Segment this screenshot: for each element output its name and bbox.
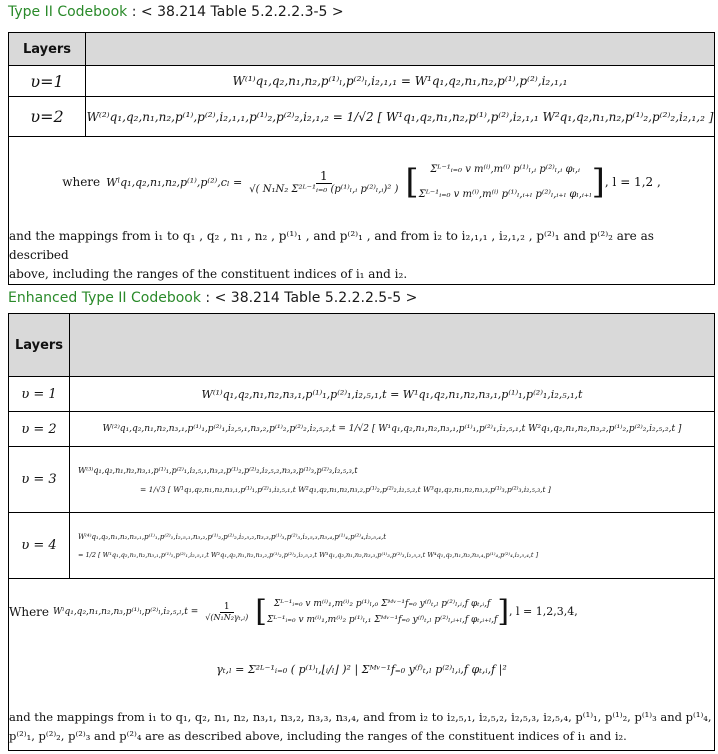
where-lhs: Wˡq₁,q₂,n₁,n₂,p⁽¹⁾,p⁽²⁾,cₗ = (106, 175, 243, 189)
formula-line-a: W⁽³⁾q₁,q₂,n₁,n₂,n₃,₁,p⁽¹⁾₁,p⁽²⁾₁,i₂,₅,₁,n₃,₂,p⁽¹⁾₂,p⁽²⁾₂,i₂,₅,₂,n₃,₃,p⁽¹⁾₃,p⁽²⁾₃,i₂,₅,₃,t (78, 465, 358, 475)
layer-label: υ=1 (9, 66, 86, 97)
mapping-line-2: above, including the ranges of the constituent indices of i₁ and i₂. (9, 267, 408, 281)
where-row (9, 579, 715, 751)
section1-title-ref: : < 38.214 Table 5.2.2.2.3-5 > (127, 4, 344, 20)
layers-header: Layers (9, 314, 70, 377)
table-row (9, 377, 715, 412)
mapping-text (9, 708, 714, 746)
where-equation: Where Wˡq₁,q₂,n₁,n₂,n₃,p⁽¹⁾ₗ,p⁽²⁾ₗ,i₂,₅,ₗ,t = $\frac{1}{\text{√(N₁N₂γₜ,ₗ)}}$ [ Σᴸ⁻¹ᵢ₌₀ v m⁽ⁱ⁾₁,m⁽ⁱ⁾₂ p⁽¹⁾ₗ,₀ Σᴹᵛ⁻¹f₌₀ y⁽ᶠ⁾ₜ,ₗ p⁽²⁾ₗ,ᵢ,f φₜ,ᵢ,f Σᴸ⁻¹ᵢ₌₀ v m⁽ⁱ⁾₁,m⁽ⁱ⁾₂ p⁽¹⁾ₗ,₁ Σᴹᵛ⁻¹f₌₀ y⁽ᶠ⁾ₜ,ₗ p⁽²⁾ₗ,ᵢ₊ₗ,f φₜ,ᵢ₊ₗ,f ] , l = 1,2,3,4, (9, 594, 578, 629)
mapping-line-1: and the mappings from i₁ to q₁, q₂, n₁, n₂, n₃,₁, n₃,₂, n₃,₃, n₃,₄, and from i₂ to i₂,₅,₁, i₂,₅,₂, i₂,₅,₃, i₂,₅,₄, p⁽¹⁾₁, p⁽¹⁾₂, p⁽¹⁾₃ and p⁽¹⁾₄, (9, 709, 712, 724)
formula-line-a: W⁽⁴⁾q₁,q₂,n₁,n₂,n₃,₁,p⁽¹⁾₁,p⁽²⁾₁,i₂,₅,₁,n₃,₂,p⁽¹⁾₂,p⁽²⁾₂,i₂,₅,₂,n₃,₃,p⁽¹⁾₃,p⁽²⁾₃,i₂,₅,₃,n₃,₄,p⁽¹⁾₄,p⁽²⁾₄,i₂,₅,₄,t (78, 532, 387, 541)
where-suffix: , l = 1,2,3,4, (509, 605, 578, 618)
section1-title (8, 4, 344, 20)
formula: W⁽²⁾q₁,q₂,n₁,n₂,n₃,₁,p⁽¹⁾₁,p⁽²⁾₁,i₂,₅,₁,n₃,₂,p⁽¹⁾₂,p⁽²⁾₂,i₂,₅,₂,t = 1/√2 [ W¹q₁,q₂,n₁,n₂,n₃,₁,p⁽¹⁾₁,p⁽²⁾₁,i₂,₅,₁,t W²q₁,q₂,n₁,n₂,n₃,₂,p⁽¹⁾₂,p⁽²⁾₂,i₂,₅,₂,t ] (70, 412, 715, 447)
section1-title-main: Type II Codebook (8, 4, 128, 20)
vector-bottom: Σᴸ⁻¹ᵢ₌₀ v m⁽ⁱ⁾₁,m⁽ⁱ⁾₂ p⁽¹⁾ₗ,₁ Σᴹᵛ⁻¹f₌₀ y⁽ᶠ⁾ₜ,ₗ p⁽²⁾ₗ,ᵢ₊ₗ,f φₜ,ᵢ₊ₗ,f (266, 614, 498, 625)
type2-codebook-table (8, 32, 715, 285)
gamma-equation: γₜ,ₗ = Σ²ᴸ⁻¹ᵢ₌₀ ( p⁽¹⁾ₗ,⌊ᵢ/ₗ⌋ )² | Σᴹᵛ⁻¹f₌₀ y⁽ᶠ⁾ₜ,ₗ p⁽²⁾ₗ,ᵢ,f φₜ,ᵢ,f |² (216, 662, 507, 676)
table-row (9, 447, 715, 513)
table-row (9, 513, 715, 579)
vector-bottom: Σᴸ⁻¹ᵢ₌₀ v m⁽ⁱ⁾,m⁽ⁱ⁾ p⁽¹⁾ₗ,ᵢ₊ₗ p⁽²⁾ₗ,ᵢ₊ₗ φₗ,ᵢ₊ₗ (418, 189, 592, 200)
where-lhs: Wˡq₁,q₂,n₁,n₂,n₃,p⁽¹⁾ₗ,p⁽²⁾ₗ,i₂,₅,ₗ,t = (53, 606, 199, 617)
where-suffix: , l = 1,2 , (604, 175, 661, 189)
formula: W⁽¹⁾q₁,q₂,n₁,n₂,n₃,₁,p⁽¹⁾₁,p⁽²⁾₁,i₂,₅,₁,t = W¹q₁,q₂,n₁,n₂,n₃,₁,p⁽¹⁾₁,p⁽²⁾₁,i₂,₅,₁,t (70, 377, 715, 412)
normalization-fraction: $\frac{1}{\text{√( N₁N₂ Σ²ᴸ⁻¹ᵢ₌₀ (p⁽¹⁾ₗ,ᵢ p⁽²⁾ₗ,ᵢ)² )}}$ (245, 169, 402, 195)
layer-label: υ = 2 (9, 412, 70, 447)
enhanced-type2-codebook-table (8, 313, 715, 751)
layers-header: Layers (9, 33, 86, 66)
layer-label: υ = 4 (9, 513, 70, 579)
formula-line-b: = 1/2 [ W¹q₁,q₂,n₁,n₂,n₃,₁,p⁽¹⁾₁,p⁽²⁾₁,i₂,₅,₁,t W²q₁,q₂,n₁,n₂,n₃,₂,p⁽¹⁾₂,p⁽²⁾₂,i₂,₅,₂,t W³q₁,q₂,n₁,n₂,n₃,₃,p⁽¹⁾₃,p⁽²⁾₃,i₂,₅,₃,t W⁴q₁,q₂,n₁,n₂,n₃,₄,p⁽¹⁾₄,p⁽²⁾₄,i₂,₅,₄,t ] (78, 550, 539, 559)
layer-label: υ=2 (9, 97, 86, 137)
section2-title (8, 290, 417, 306)
fraction-denominator: √( N₁N₂ Σ²ᴸ⁻¹ᵢ₌₀ (p⁽¹⁾ₗ,ᵢ p⁽²⁾ₗ,ᵢ)² ) (249, 184, 399, 195)
section2-title-ref: : < 38.214 Table 5.2.2.2.5-5 > (200, 290, 418, 306)
formula: W⁽²⁾q₁,q₂,n₁,n₂,p⁽¹⁾,p⁽²⁾,i₂,₁,₁,p⁽¹⁾₂,p⁽²⁾₂,i₂,₁,₂ = 1/√2 [ W¹q₁,q₂,n₁,n₂,p⁽¹⁾,p⁽²⁾,i₂,₁,₁ W²q₁,q₂,n₁,n₂,p⁽¹⁾₂,p⁽²⁾₂,i₂,₁,₂ ] (86, 97, 715, 137)
vector-matrix (419, 164, 592, 200)
vector-matrix (267, 599, 497, 625)
layer-label: υ = 1 (9, 377, 70, 412)
formula-line-b: = 1/√3 [ W¹q₁,q₂,n₁,n₂,n₃,₁,p⁽¹⁾₁,p⁽²⁾₁,i₂,₅,₁,t W²q₁,q₂,n₁,n₂,n₃,₂,p⁽¹⁾₂,p⁽²⁾₂,i₂,₅,₂,t W³q₁,q₂,n₁,n₂,n₃,₃,p⁽¹⁾₃,p⁽²⁾₃,i₂,₅,₃,t ] (140, 484, 551, 494)
layer-label: υ = 3 (9, 447, 70, 513)
table-row (9, 97, 715, 137)
vector-top: Σᴸ⁻¹ᵢ₌₀ v m⁽ⁱ⁾,m⁽ⁱ⁾ p⁽¹⁾ₗ,ᵢ p⁽²⁾ₗ,ᵢ φₗ,ᵢ (430, 164, 581, 175)
where-prefix: where (62, 175, 101, 189)
formula: W⁽¹⁾q₁,q₂,n₁,n₂,p⁽¹⁾ₗ,p⁽²⁾ₗ,i₂,₁,₁ = W¹q₁,q₂,n₁,n₂,p⁽¹⁾,p⁽²⁾,i₂,₁,₁ (86, 66, 715, 97)
vector-top: Σᴸ⁻¹ᵢ₌₀ v m⁽ⁱ⁾₁,m⁽ⁱ⁾₂ p⁽¹⁾ₗ,₀ Σᴹᵛ⁻¹f₌₀ y⁽ᶠ⁾ₜ,ₗ p⁽²⁾ₗ,ᵢ,f φₜ,ᵢ,f (273, 598, 491, 609)
mapping-line-1: and the mappings from i₁ to q₁ , q₂ , n₁ , n₂ , p⁽¹⁾₁ , and p⁽²⁾₁ , and from i₂ to i₂,₁,₁ , i₂,₁,₂ , p⁽²⁾₁ and p⁽²⁾₂ are as described (9, 229, 654, 262)
mapping-line-2: p⁽²⁾₁, p⁽²⁾₂, p⁽²⁾₃ and p⁽²⁾₄ are as described above, including the ranges of the constituent indices of i₁ and i₂. (9, 728, 627, 743)
normalization-fraction: $\frac{1}{\text{√(N₁N₂γₜ,ₗ)}}$ (205, 601, 249, 622)
where-equation: where Wˡq₁,q₂,n₁,n₂,p⁽¹⁾,p⁽²⁾,cₗ = $\frac{1}{\text{√( N₁N₂ Σ²ᴸ⁻¹ᵢ₌₀ (p⁽¹⁾ₗ,ᵢ p⁽²⁾ₗ,ᵢ)² )}}$ [ Σᴸ⁻¹ᵢ₌₀ v m⁽ⁱ⁾,m⁽ⁱ⁾ p⁽¹⁾ₗ,ᵢ p⁽²⁾ₗ,ᵢ φₗ,ᵢ Σᴸ⁻¹ᵢ₌₀ v m⁽ⁱ⁾,m⁽ⁱ⁾ p⁽¹⁾ₗ,ᵢ₊ₗ p⁽²⁾ₗ,ᵢ₊ₗ φₗ,ᵢ₊ₗ ] , l = 1,2 , (62, 162, 661, 202)
where-prefix: Where (9, 604, 50, 619)
table-row (9, 66, 715, 97)
section2-title-main: Enhanced Type II Codebook (8, 290, 201, 306)
mapping-text (9, 227, 714, 284)
table-row (9, 412, 715, 447)
where-row (9, 137, 715, 285)
